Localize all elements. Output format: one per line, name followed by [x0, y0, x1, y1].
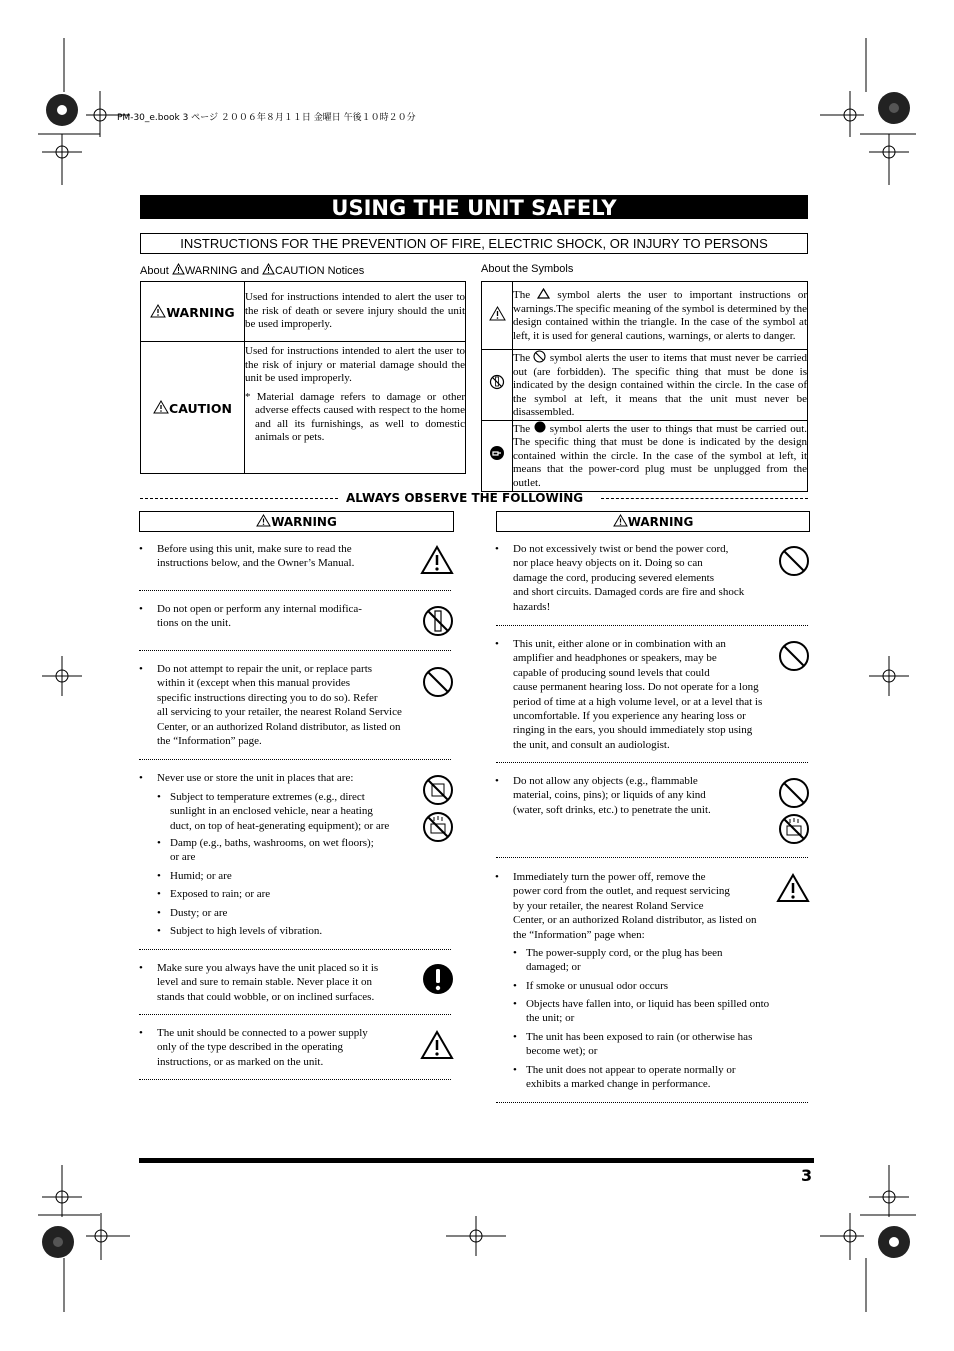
caution-label-cell: CAUTION: [141, 342, 245, 474]
footer-rule: [139, 1158, 814, 1163]
no-water-icon: [422, 811, 454, 843]
warning-triangle-icon: [256, 514, 271, 527]
no-heat-icon: [422, 774, 454, 806]
symbol-mandatory-text: The symbol alerts the user to things that must be carried out. The specific thing that must be done is indicated by the design contained within the circle. In the case of the symbol at left, it means that the power-cord plug must be unplugged from the outlet.: [513, 420, 808, 491]
caution-triangle-icon: [420, 1030, 454, 1060]
item-text: Do not open or perform any internal modifica- tions on the unit.: [157, 603, 362, 630]
prohibition-icon: [778, 640, 810, 672]
caution-triangle-icon: [153, 400, 169, 414]
instructions-box: INSTRUCTIONS FOR THE PREVENTION OF FIRE, ELECTRIC SHOCK, OR INJURY TO PERSONS: [140, 233, 808, 254]
symbols-table: [481, 281, 808, 492]
caution-triangle-icon: [420, 545, 454, 575]
separator: [496, 857, 808, 858]
notices-table: [140, 281, 466, 474]
item-text: Before using this unit, make sure to read the instructions below, and the Owner’s Manual.: [157, 543, 355, 570]
page-title: USING THE UNIT SAFELY: [140, 195, 808, 219]
file-header: PM-30_e.book 3 ページ ２００６年８月１１日 金曜日 午後１０時２０分: [117, 113, 416, 123]
warning-description: Used for instructions intended to alert the user to the risk of death or severe injury should the unit be used improperly.: [245, 282, 466, 342]
triangle-icon: [537, 288, 550, 299]
symbol-triangle-text: The symbol alerts the user to important instructions or warnings.The specific meaning of the symbol is determined by the design contained within the triangle. In the case of the symbol at left, it is used for general cautions, warnings, or alerts to danger.: [513, 282, 808, 350]
symbol-prohibit-cell: [482, 350, 513, 421]
separator: [139, 650, 451, 651]
caution-text: Used for instructions intended to alert the user to the risk of injury or material damage should the unit be used improperly.: [245, 345, 465, 384]
caution-note: * Material damage refers to damage or other adverse effects caused with respect to the home and all its furnishings, as well to domestic animals or pets.: [245, 390, 465, 443]
symbol-mandatory-cell: [482, 420, 513, 491]
separator: [139, 590, 451, 591]
always-observe-heading: ALWAYS OBSERVE THE FOLLOWING: [346, 491, 584, 505]
prohibition-icon: [778, 545, 810, 577]
separator: [139, 759, 451, 760]
separator: [496, 762, 808, 763]
item-text: Immediately turn the power off, remove the power cord from the outlet, and request servicing by your retailer, the nearest Roland Service Center, or an authorized Roland distributor, as listed on the “Information” page when:: [513, 871, 757, 941]
prohibition-icon: [422, 666, 454, 698]
symbol-triangle-cell: [482, 282, 513, 350]
item-text: Do not excessively twist or bend the power cord, nor place heavy objects on it. Doing so can damage the cord, producing severed elements and short circuits. Damaged cords are fire and shock hazards!: [513, 543, 745, 613]
item-text: Never use or store the unit in places that are:: [157, 772, 354, 784]
right-warning-header: WARNING: [496, 511, 810, 532]
caution-description: [245, 342, 466, 474]
warning-triangle-icon: [172, 263, 185, 275]
page-number: 3: [801, 1166, 813, 1185]
item-text: Do not allow any objects (e.g., flammable material, coins, pins); or liquids of any kind (water, soft drinks, etc.) to penetrate the unit.: [513, 775, 711, 816]
no-disassembly-icon: [489, 374, 505, 390]
prohibition-icon: [533, 350, 546, 363]
separator: [139, 949, 451, 950]
left-warning-header: WARNING: [139, 511, 454, 532]
item-text: Make sure you always have the unit placed so it is level and sure to remain stable. Never place it on stands that could wobble, or on inclined surfaces.: [157, 962, 379, 1003]
no-liquid-icon: [778, 813, 810, 845]
caution-triangle-icon: [262, 263, 275, 275]
unplug-icon: [489, 445, 505, 461]
general-caution-icon: [489, 306, 506, 321]
always-observe-divider: [140, 490, 808, 508]
about-symbols-heading: About the Symbols: [481, 263, 574, 275]
separator: [496, 625, 808, 626]
separator: [139, 1079, 451, 1080]
prohibition-icon: [778, 777, 810, 809]
mandatory-circle-icon: [534, 421, 546, 433]
about-notices-heading: About WARNING and CAUTION Notices: [140, 265, 365, 277]
mandatory-action-icon: [422, 963, 454, 995]
item-text: The unit should be connected to a power supply only of the type described in the operating instructions, or as marked on the unit.: [157, 1027, 368, 1068]
warning-label-cell: WARNING: [141, 282, 245, 342]
no-disassembly-icon: [422, 605, 454, 637]
item-text: Do not attempt to repair the unit, or replace parts within it (except when this manual provides specific instructions directing you to do so). Refer all servicing to your retailer, the nearest Roland Service Center, or an authorized Roland distributor, as listed on the “Information” page.: [157, 663, 402, 748]
separator: [496, 1102, 808, 1103]
caution-triangle-icon: [776, 873, 810, 903]
symbol-prohibit-text: The symbol alerts the user to items that must never be carried out (are forbidden). The specific thing that must be done is indicated by the design contained within the circle. In the case of the symbol at left, it means that the unit must never be disassembled.: [513, 350, 808, 421]
warning-triangle-icon: [613, 514, 628, 527]
item-text: This unit, either alone or in combination with an amplifier and headphones or speakers, may be capable of producing sound levels that could cause permanent hearing loss. Do not operate for a long period of time at a high volume level, or at a level that is uncomfortable. If you experience any hearing loss or ringing in the ears, you should immediately stop using the unit, and consult an audiologist.: [513, 638, 763, 751]
separator: [139, 1014, 451, 1015]
warning-triangle-icon: [150, 304, 166, 318]
